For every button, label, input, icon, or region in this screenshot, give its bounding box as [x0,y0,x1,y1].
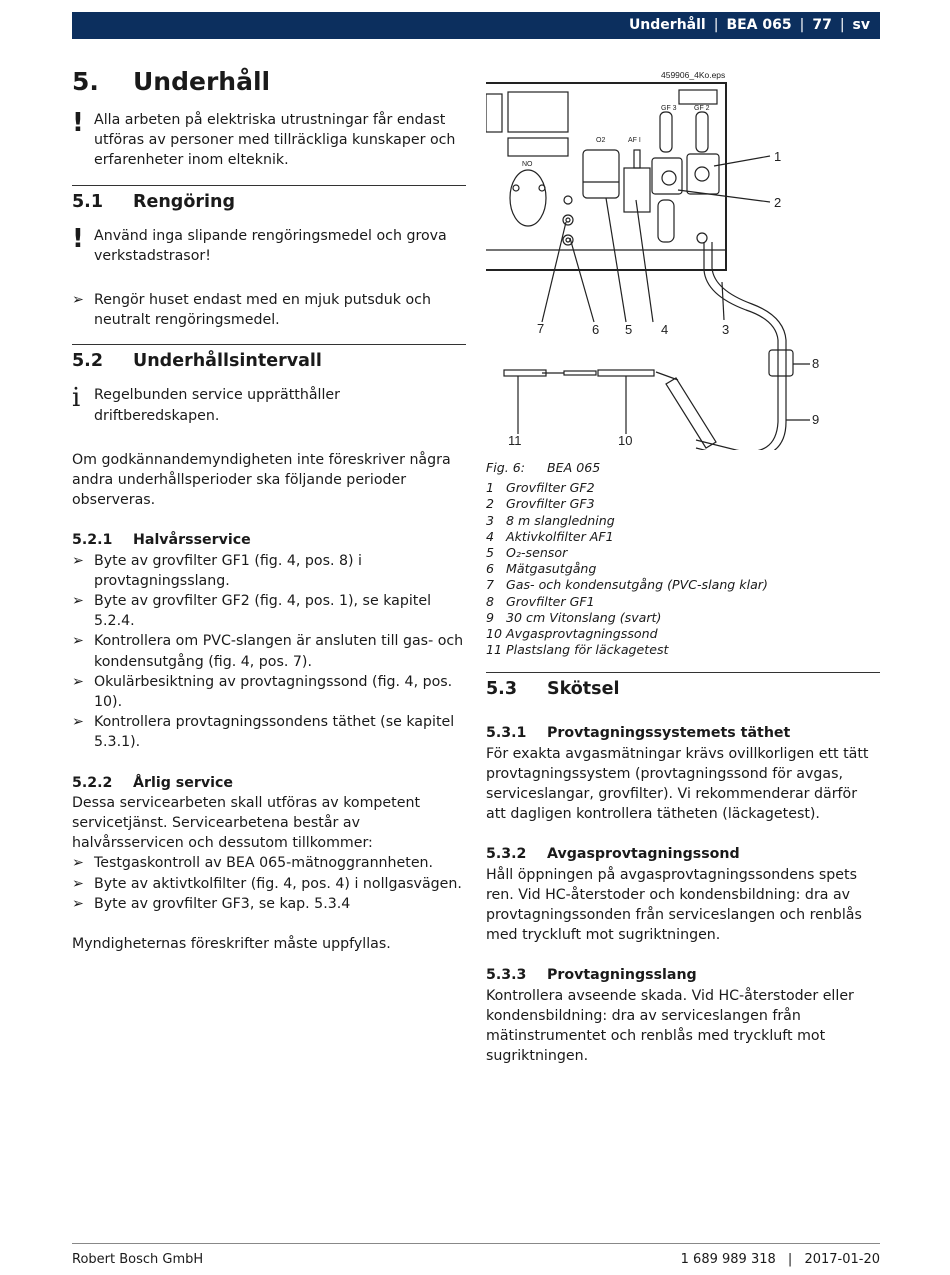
section-heading-5-2: 5.2 Underhållsintervall [72,351,322,372]
callout-2: 2 [774,195,782,210]
footer-divider [72,1243,880,1244]
list-item: ➢ Kontrollera om PVC-slangen är ansluten till gas- och kondensutgång (fig. 4, pos. 7). [72,633,464,670]
callout-11: 11 [508,433,522,448]
arrow-bullet-icon: ➢ [72,292,84,309]
paragraph: Myndigheternas föreskrifter måste uppfyllas. [72,936,391,953]
header-model: BEA 065 [726,17,792,34]
arrow-bullet-icon: ➢ [72,895,84,912]
legend-item: 6 Mätgasutgång [486,561,597,577]
figure-bea065 [486,70,846,450]
paragraph: Om godkännandemyndigheten inte föreskriver några andra underhållsperioder ska följande perioder observeras. [72,451,451,509]
list-item: ➢ Testgaskontroll av BEA 065-mätnoggrannheten. [72,853,466,873]
legend-item: 2 Grovfilter GF3 [486,496,595,512]
arrow-bullet-icon: ➢ [72,552,84,569]
list-item: ➢ Kontrollera provtagningssondens täthet (se kapitel 5.3.1). [72,714,455,751]
callout-6: 6 [592,322,600,337]
paragraph: Kontrollera avseende skada. Vid HC-återstoder eller kondensbildning: dra av serviceslangen från mätinstrumentet och renblås med tryckluft mot sugriktningen. [486,987,854,1065]
exclamation-icon: ! [72,108,84,138]
legend-item: 4 Aktivkolfilter AF1 [486,528,614,544]
section-heading-5-2-1: 5.2.1 Halvårsservice [72,532,251,549]
label-no: NO [522,161,533,168]
warning-note: ! Alla arbeten på elektriska utrustningar får endast utföras av personer med tillräckliga kunskaper och erfarenheter inom elteknik. [72,108,456,169]
section-heading-5-3-2: 5.3.2 Avgasprovtagningssond [486,846,740,863]
callout-5: 5 [625,322,633,337]
warning-note: ! Använd inga slipande rengöringsmedel och grova verkstadstrasor! [72,223,447,264]
list-item: ➢ Byte av grovfilter GF2 (fig. 4, pos. 1), se kapitel 5.2.4. [72,593,432,630]
left-column [72,62,466,954]
section-heading-5-3: 5.3 Skötsel [486,679,620,700]
header-section: Underhåll [628,17,706,34]
arrow-bullet-icon: ➢ [72,714,84,731]
list-item: ➢ Byte av grovfilter GF3, se kap. 5.3.4 [72,894,466,914]
callout-9: 9 [812,412,820,427]
legend-item: 1 Grovfilter GF2 [486,480,595,496]
paragraph: För exakta avgasmätningar krävs ovillkorligen ett tätt provtagningssystem (provtagningssond för avgas, serviceslangar, grovfilter). Vi rekommenderar därför att dagligen kontrollera tätheten (läckagetest). [486,745,869,823]
header-page: 77 [812,17,832,34]
exclamation-icon: ! [72,223,84,254]
label-gf2: GF 2 [694,105,710,112]
info-icon: i [72,383,81,414]
callout-7: 7 [537,321,545,336]
divider [72,344,466,345]
label-af: AF I [628,137,641,144]
section-heading-5-3-1: 5.3.1 Provtagningssystemets täthet [486,725,791,742]
arrow-bullet-icon: ➢ [72,633,84,650]
figure-filename: 459906_4Ko.eps [661,70,726,80]
legend-item: 3 8 m slangledning [486,512,615,528]
list-item: ➢ Rengör huset endast med en mjuk putsduk och neutralt rengöringsmedel. [72,292,431,329]
arrow-bullet-icon: ➢ [72,593,84,610]
callout-10: 10 [618,433,633,448]
label-o2: O2 [596,137,606,144]
info-note: i Regelbunden service upprätthåller driftberedskapen. [72,383,340,424]
list-item: ➢ Byte av aktivtkolfilter (fig. 4, pos. 4) i nollgasvägen. [72,874,466,894]
callout-1: 1 [774,149,782,164]
list-item: ➢ Okulärbesiktning av provtagningssond (fig. 4, pos. 10). [72,673,453,711]
list-item: ➢ Byte av grovfilter GF1 (fig. 4, pos. 8) i provtagningsslang. [72,552,362,589]
arrow-bullet-icon: ➢ [72,673,84,690]
footer-docnum: 1 689 989 318 [680,1252,776,1267]
callout-8: 8 [812,356,820,371]
footer-info: 1 689 989 318 | 2017-01-20 [680,1252,880,1267]
arrow-bullet-icon: ➢ [72,855,84,872]
callout-4: 4 [661,322,669,337]
page-header: Underhåll | BEA 065 | 77 | sv [72,12,880,39]
section-heading-5-2-2: 5.2.2 Årlig service [72,774,234,791]
chapter-heading: 5. Underhåll [72,67,271,96]
section-heading-5-3-3: 5.3.3 Provtagningsslang [486,967,697,984]
divider [72,185,466,186]
legend-item: 11 Plastslang för läckagetest [486,642,669,658]
paragraph: Håll öppningen på avgasprovtagningssondens spets ren. Vid HC-återstoder och kondensbildning: dra av provtagningssonden från serviceslangen och renblås med tryckluft mot sugriktningen. [486,866,862,944]
divider [486,672,880,673]
legend-item: 5 O₂-sensor [486,545,568,561]
legend-item: 7 Gas- och kondensutgång (PVC-slang klar) [486,577,768,593]
label-gf3: GF 3 [661,105,677,112]
right-column [486,460,880,1066]
section-heading-5-1: 5.1 Rengöring [72,191,235,212]
legend-item: 8 Grovfilter GF1 [486,593,595,609]
footer-date: 2017-01-20 [804,1252,880,1267]
footer-company: Robert Bosch GmbH [72,1252,204,1267]
arrow-bullet-icon: ➢ [72,875,84,892]
figure-caption: Fig. 6: BEA 065 1 Grovfilter GF2 2 Grovfilter GF3 3 8 m slangledning 4 Aktivkolfilter AF1 5 O₂-sensor 6 Mätgasutgång 7 Gas- och kondensutgång (PVC-slang klar) 8 Grovfilter GF1 9 30 cm Vitonslang (svart) 10 Avgasprovtagningssond 11 Plastslang för läckagetest [486,460,880,658]
paragraph: Dessa servicearbeten skall utföras av kompetent servicetjänst. Servicearbetena består av halvårsservicen och dessutom tillkommer: [72,794,421,852]
legend-item: 9 30 cm Vitonslang (svart) [486,609,662,625]
header-lang: sv [852,17,870,34]
callout-3: 3 [722,322,730,337]
device-diagram [486,70,846,450]
legend-item: 10 Avgasprovtagningssond [486,626,658,642]
